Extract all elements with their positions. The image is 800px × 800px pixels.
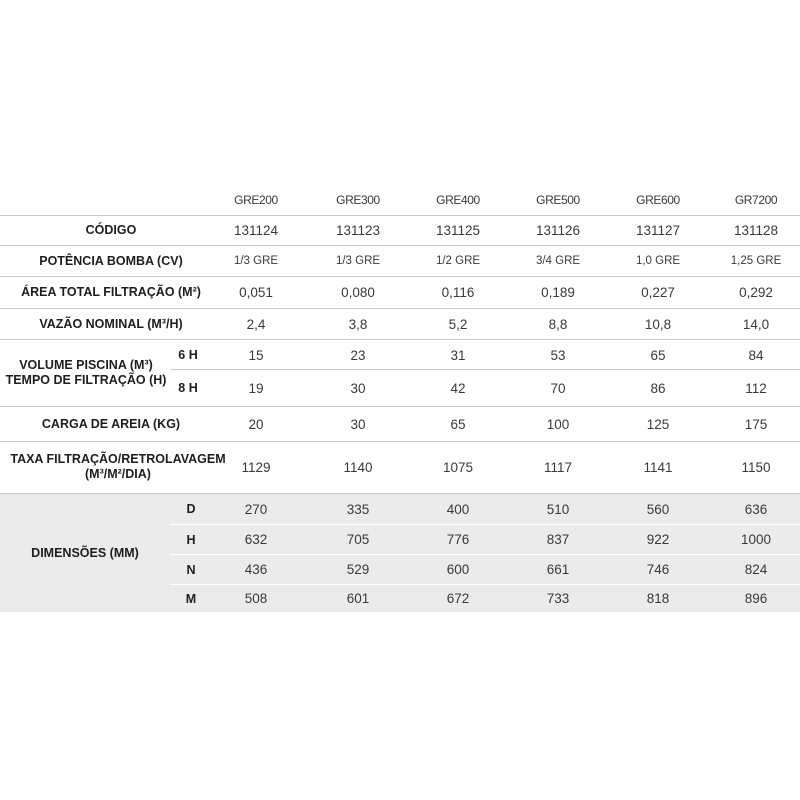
- row-label-line: VOLUME PISCINA (M³): [19, 358, 153, 372]
- value-cell: 30: [350, 380, 366, 396]
- value-cell: 1141: [643, 459, 673, 475]
- value-cell: 661: [546, 562, 570, 577]
- column-header: GRE600: [636, 193, 680, 207]
- value-cell: 100: [546, 416, 570, 432]
- value-cell: 10,8: [644, 316, 672, 332]
- row-label: ÁREA TOTAL FILTRAÇÃO (M²): [21, 285, 201, 299]
- value-cell: 3/4 GRE: [535, 255, 581, 267]
- value-cell: 510: [546, 501, 570, 517]
- value-cell: 1150: [741, 459, 771, 475]
- column-header: GRE400: [436, 193, 480, 207]
- value-cell: 14,0: [742, 316, 770, 332]
- row-label: [0, 442, 236, 492]
- value-cell: 112: [745, 380, 767, 396]
- value-cell: 125: [646, 416, 670, 432]
- value-cell: 0,292: [739, 285, 773, 300]
- value-cell: 896: [744, 591, 768, 606]
- value-cell: 23: [350, 347, 366, 363]
- value-cell: 922: [646, 532, 670, 547]
- value-cell: 705: [346, 532, 370, 547]
- value-cell: 270: [244, 501, 268, 517]
- row-label: DIMENSÕES (MM): [31, 545, 139, 560]
- value-cell: 131127: [635, 223, 681, 238]
- column-header: GRE300: [336, 193, 380, 207]
- value-cell: 8,8: [548, 316, 568, 332]
- row-label: CÓDIGO: [85, 223, 137, 237]
- sub-row-label: N: [186, 562, 196, 577]
- column-header: GRE500: [536, 193, 580, 207]
- row-label: POTÊNCIA BOMBA (CV): [39, 253, 183, 268]
- row-label: VAZÃO NOMINAL (M³/H): [39, 316, 183, 331]
- value-cell: 436: [244, 562, 268, 577]
- value-cell: 818: [646, 591, 670, 606]
- sub-row-label: M: [185, 591, 197, 606]
- value-cell: 508: [244, 591, 268, 606]
- sub-row-label: D: [186, 502, 196, 516]
- value-cell: 0,080: [341, 285, 375, 300]
- value-cell: 1117: [543, 459, 573, 475]
- value-cell: 746: [646, 562, 670, 577]
- value-cell: 560: [646, 501, 670, 517]
- value-cell: 0,189: [541, 285, 575, 300]
- value-cell: 837: [546, 532, 570, 547]
- value-cell: 5,2: [448, 316, 468, 332]
- value-cell: 600: [446, 562, 470, 577]
- value-cell: 776: [446, 532, 470, 547]
- value-cell: 529: [346, 562, 370, 577]
- column-header: GR7200: [734, 193, 778, 207]
- value-cell: 1,0 GRE: [635, 255, 681, 267]
- value-cell: 636: [744, 501, 768, 517]
- value-cell: 1/3 GRE: [335, 255, 381, 267]
- value-cell: 0,051: [239, 285, 273, 300]
- value-cell: 70: [550, 380, 566, 396]
- sub-row-label: 6 H: [178, 348, 198, 362]
- value-cell: 86: [650, 380, 666, 396]
- value-cell: 19: [248, 380, 264, 396]
- value-cell: 3,8: [348, 316, 368, 332]
- value-cell: 15: [248, 347, 264, 363]
- column-header: GRE200: [234, 193, 278, 207]
- value-cell: 824: [744, 562, 768, 577]
- value-cell: 53: [550, 347, 566, 363]
- value-cell: 0,116: [441, 285, 475, 300]
- value-cell: 131124: [233, 223, 279, 238]
- value-cell: 131126: [535, 223, 581, 238]
- row-label-line: TAXA FILTRAÇÃO/RETROLAVAGEM: [10, 452, 226, 466]
- value-cell: 672: [446, 591, 470, 606]
- value-cell: 1000: [740, 532, 772, 547]
- row-label-line: (M³/M²/DIA): [85, 467, 151, 481]
- value-cell: 131123: [335, 223, 381, 238]
- value-cell: 1/3 GRE: [233, 255, 279, 267]
- value-cell: 65: [450, 416, 466, 432]
- sub-row-label: H: [186, 532, 196, 547]
- value-cell: 335: [346, 501, 370, 517]
- value-cell: 42: [450, 380, 466, 396]
- value-cell: 601: [346, 591, 370, 606]
- row-label-line: TEMPO DE FILTRAÇÃO (H): [5, 373, 167, 387]
- row-label: [0, 341, 172, 405]
- value-cell: 1075: [442, 459, 474, 475]
- value-cell: 1/2 GRE: [435, 255, 481, 267]
- value-cell: 131125: [435, 223, 481, 238]
- value-cell: 1140: [343, 459, 373, 475]
- value-cell: 20: [248, 416, 264, 432]
- value-cell: 30: [350, 416, 366, 432]
- value-cell: 65: [650, 347, 666, 363]
- value-cell: 632: [244, 532, 268, 547]
- value-cell: 131128: [733, 223, 779, 238]
- value-cell: 31: [450, 347, 466, 363]
- sub-row-label: 8 H: [178, 381, 198, 395]
- value-cell: 1,25 GRE: [730, 255, 782, 267]
- value-cell: 175: [744, 416, 768, 432]
- value-cell: 733: [546, 591, 570, 606]
- row-divider: [0, 339, 800, 340]
- value-cell: 0,227: [641, 285, 675, 300]
- value-cell: 1129: [241, 459, 271, 475]
- value-cell: 400: [446, 501, 470, 517]
- row-label: CARGA DE AREIA (KG): [41, 416, 181, 431]
- value-cell: 2,4: [246, 316, 266, 332]
- value-cell: 84: [748, 347, 764, 363]
